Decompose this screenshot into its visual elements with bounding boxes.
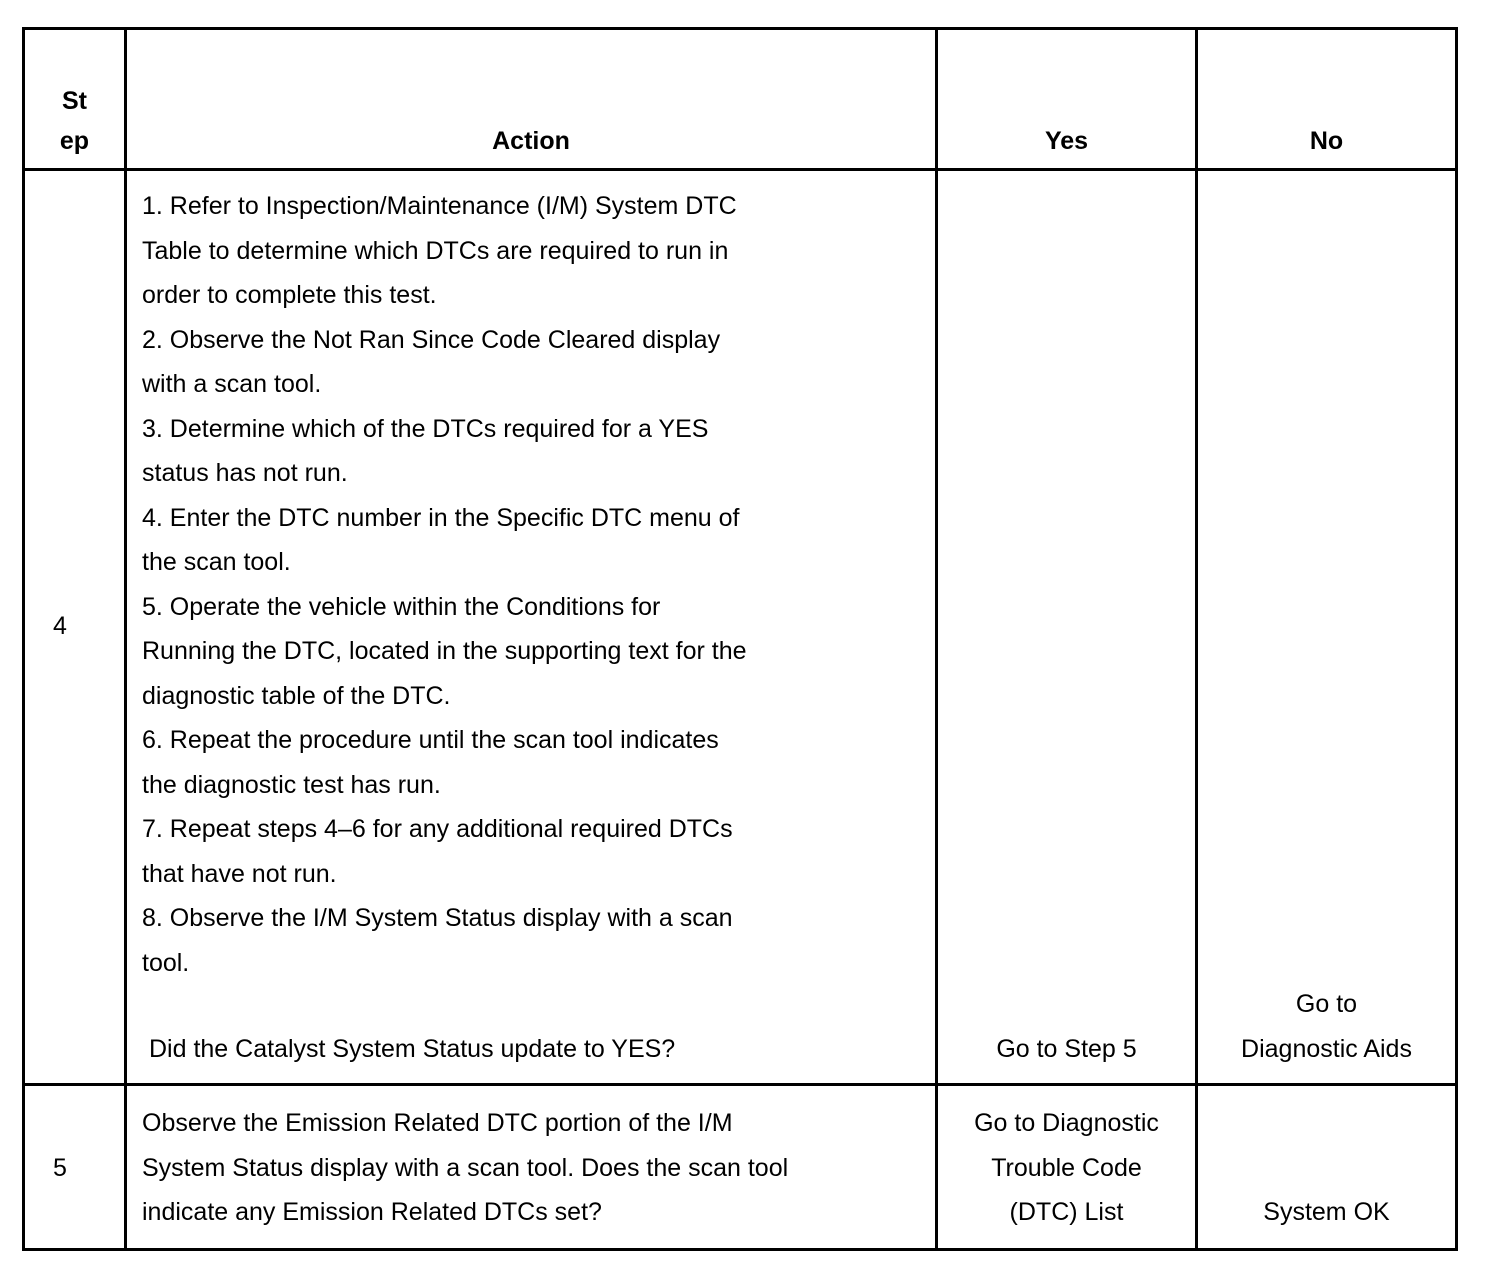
- action-line: with a scan tool.: [142, 370, 322, 398]
- diagnostic-table: [22, 27, 1458, 1251]
- action-line: 3. Determine which of the DTCs required for a YES: [142, 414, 709, 443]
- action-line: the scan tool.: [142, 548, 291, 576]
- yes-line: (DTC) List: [1009, 1198, 1124, 1226]
- row-divider: [22, 1083, 1458, 1086]
- column-divider-step: [124, 27, 127, 1251]
- action-line: 7. Repeat steps 4–6 for any additional required DTCs: [142, 815, 733, 843]
- header-divider: [22, 168, 1458, 171]
- action-line: the diagnostic test has run.: [142, 770, 441, 799]
- table-border-right: [1455, 27, 1458, 1251]
- header-step: [25, 81, 124, 161]
- row-5-no: [1198, 1190, 1455, 1235]
- row-5-action: [142, 1101, 788, 1235]
- action-line: order to complete this test.: [142, 281, 437, 309]
- header-yes: Yes: [1044, 127, 1089, 155]
- action-line: diagnostic table of the DTC.: [142, 681, 451, 710]
- action-line: tool.: [142, 948, 190, 977]
- yes-line: Go to Diagnostic: [974, 1109, 1159, 1137]
- action-line: 8. Observe the I/M System Status display with a scan: [142, 904, 733, 932]
- table-border-top: [22, 27, 1458, 30]
- action-line: Running the DTC, located in the supporting text for the: [142, 637, 747, 665]
- row-5-step: 5: [53, 1154, 67, 1182]
- action-line: Observe the Emission Related DTC portion of the I/M: [142, 1109, 733, 1137]
- row-5-yes: [938, 1101, 1195, 1235]
- no-line: Diagnostic Aids: [1241, 1034, 1412, 1063]
- row-4-yes: [938, 1027, 1195, 1072]
- yes-line: Go to Step 5: [996, 1035, 1137, 1063]
- action-line: 4. Enter the DTC number in the Specific DTC menu of: [142, 503, 740, 532]
- action-line: that have not run.: [142, 859, 337, 888]
- header-action: Action: [492, 127, 570, 155]
- row-4-no: [1198, 982, 1455, 1071]
- row-4-action: [142, 184, 747, 985]
- no-line: Go to: [1295, 990, 1358, 1018]
- header-step-line: St: [62, 87, 87, 115]
- action-line: indicate any Emission Related DTCs set?: [142, 1198, 602, 1226]
- table-border-bottom: [22, 1248, 1458, 1251]
- table-border-left: [22, 27, 25, 1251]
- row-4-question: Did the Catalyst System Status update to YES?: [149, 1035, 676, 1063]
- action-line: 2. Observe the Not Ran Since Code Cleared display: [142, 325, 721, 354]
- action-line: 6. Repeat the procedure until the scan tool indicates: [142, 726, 719, 754]
- row-4-step: 4: [53, 612, 67, 640]
- action-line: Table to determine which DTCs are required to run in: [142, 236, 729, 265]
- action-line: System Status display with a scan tool. Does the scan tool: [142, 1153, 789, 1182]
- header-step-line: ep: [59, 127, 90, 155]
- yes-line: Trouble Code: [991, 1153, 1142, 1182]
- action-line: status has not run.: [142, 459, 348, 487]
- action-line: 5. Operate the vehicle within the Conditions for: [142, 592, 661, 621]
- no-line: System OK: [1263, 1198, 1390, 1226]
- action-line: 1. Refer to Inspection/Maintenance (I/M) System DTC: [142, 192, 737, 220]
- header-no: No: [1309, 127, 1344, 155]
